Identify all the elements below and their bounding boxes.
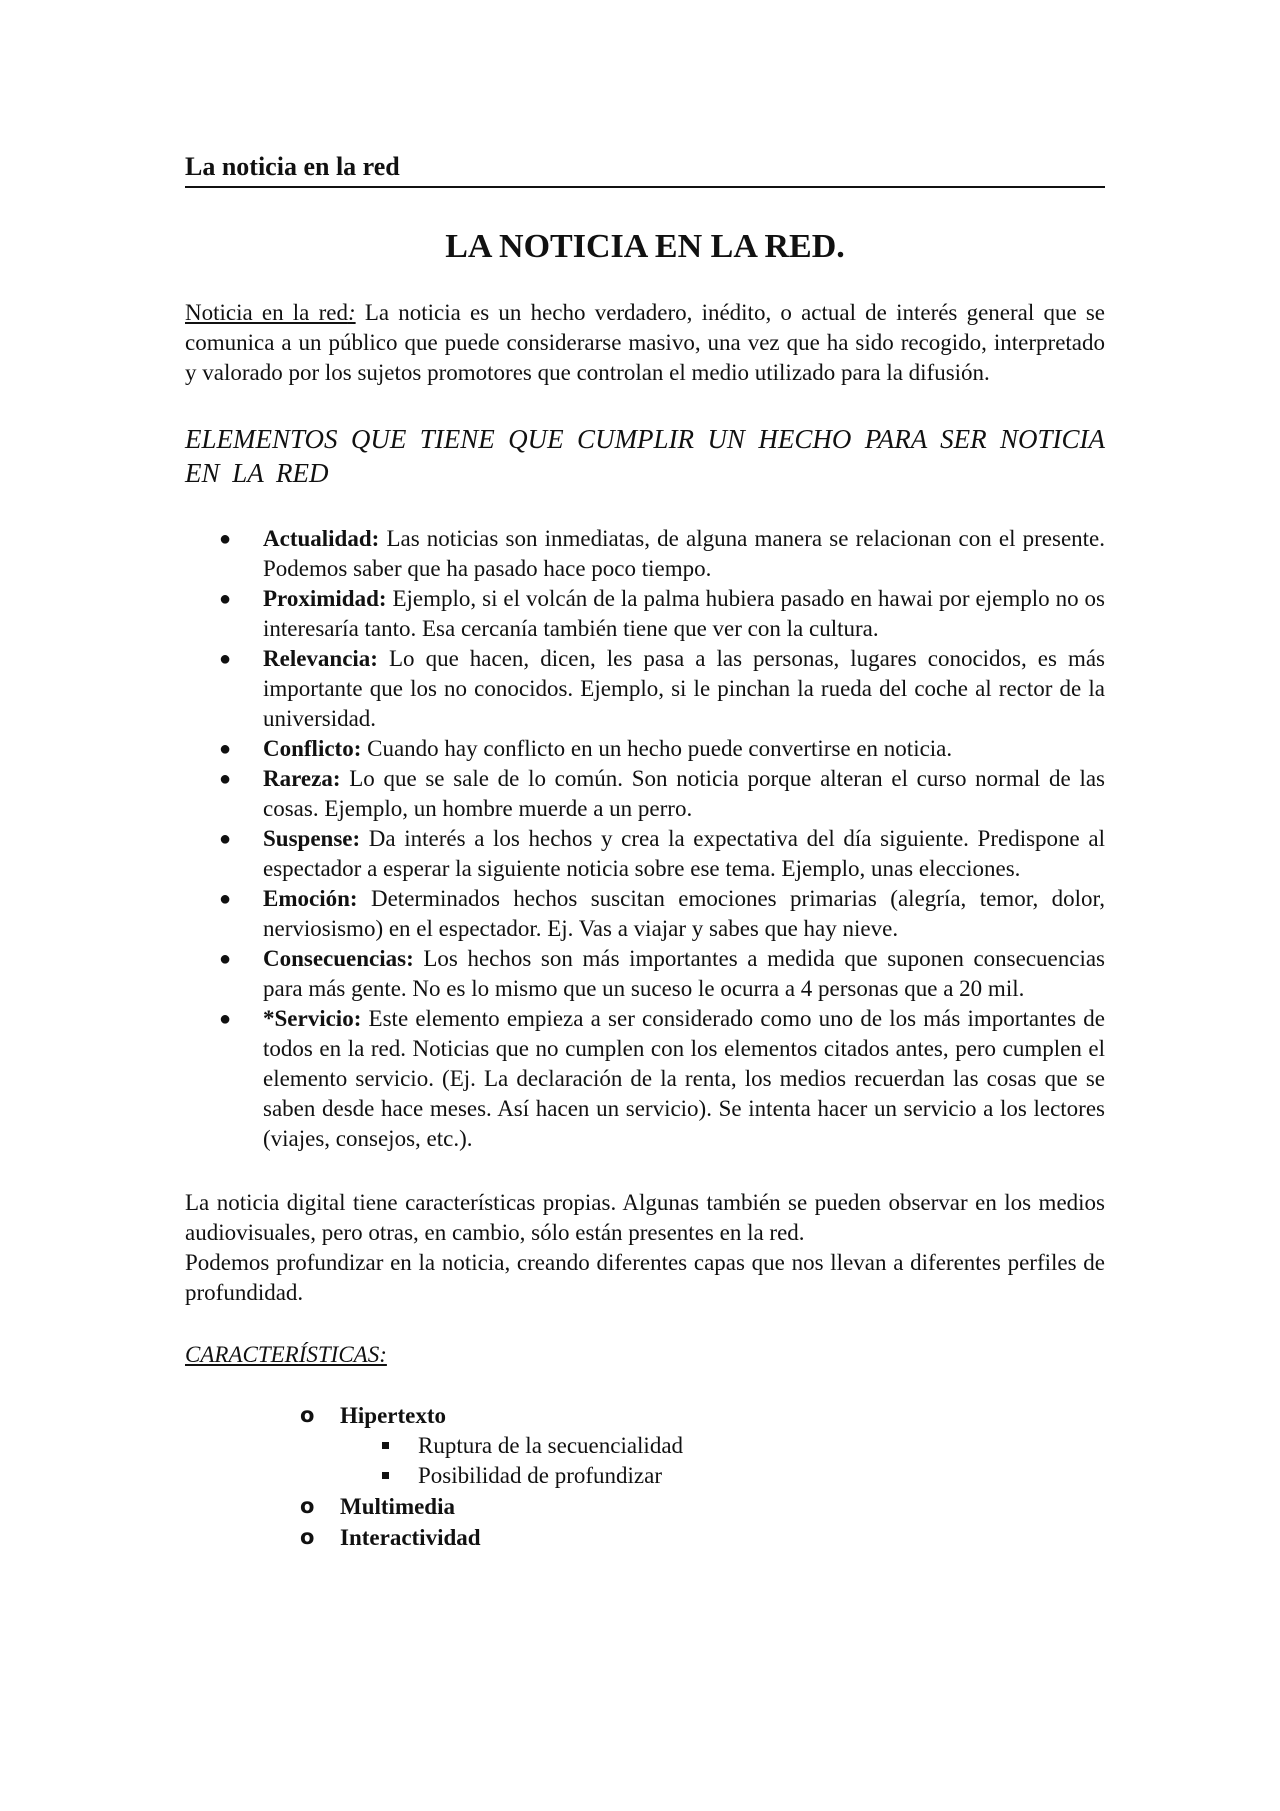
list-item	[185, 944, 1105, 1004]
subitem-label: Ruptura de la secuencialidad	[418, 1433, 684, 1458]
item-term: Actualidad:	[263, 526, 380, 551]
document-page	[185, 150, 1105, 1553]
body-paragraph: Podemos profundizar en la noticia, creando diferentes capas que nos llevan a diferentes perfiles de profundidad.	[185, 1250, 1105, 1305]
list-item	[185, 524, 1105, 584]
square-bullet-icon	[382, 1472, 389, 1479]
bullet-icon: ●	[219, 588, 232, 610]
characteristic-label: Hipertexto	[340, 1403, 447, 1428]
item-text: Este elemento empieza a ser considerado como uno de los más importantes de todos en la red. Noticias que no cumplen con los elementos citados antes, pero cumplen el elemento servicio. (Ej. La declaración de la renta, los medios recuerdan las cosas que se saben desde hace meses. Así hacen un servicio). Se intenta hacer un servicio a los lectores (viajes, consejos, etc.).	[263, 1006, 1105, 1151]
intro-lead-label: Noticia en la red:	[185, 300, 356, 325]
bullet-icon: ●	[219, 948, 232, 970]
square-bullet-icon	[382, 1442, 389, 1449]
list-item	[185, 734, 1105, 764]
item-text: Lo que hacen, dicen, les pasa a las personas, lugares conocidos, es más importante que los no conocidos. Ejemplo, si le pinchan la rueda del coche al rector de la universidad.	[263, 646, 1105, 731]
list-item	[185, 884, 1105, 944]
circle-bullet-icon: o	[300, 1494, 315, 1518]
characteristic-item	[185, 1400, 1105, 1491]
item-text: Lo que se sale de lo común. Son noticia porque alteran el curso normal de las cosas. Ejemplo, un hombre muerde a un perro.	[263, 766, 1105, 821]
bullet-icon: ●	[219, 888, 232, 910]
item-term: Emoción:	[263, 886, 358, 911]
running-header: La noticia en la red	[185, 150, 1105, 188]
document-title: LA NOTICIA EN LA RED.	[445, 228, 845, 265]
list-item	[185, 1004, 1105, 1154]
bullet-icon: ●	[219, 768, 232, 790]
list-item	[185, 764, 1105, 824]
subitem	[340, 1431, 1105, 1461]
item-term: Rareza:	[263, 766, 341, 791]
item-text: Determinados hechos suscitan emociones primarias (alegría, temor, dolor, nerviosismo) en el espectador. Ej. Vas a viajar y sabes que hay nieve.	[263, 886, 1105, 941]
subitem-label: Posibilidad de profundizar	[418, 1463, 663, 1488]
list-item	[185, 584, 1105, 644]
bullet-icon: ●	[219, 1008, 232, 1030]
item-text: Cuando hay conflicto en un hecho puede convertirse en noticia.	[361, 736, 953, 761]
item-term: Consecuencias:	[263, 946, 414, 971]
elements-list	[185, 524, 1105, 1154]
item-term: *Servicio:	[263, 1006, 362, 1031]
body-paragraph: La noticia digital tiene características propias. Algunas también se pueden observar en los medios audiovisuales, pero otras, en cambio, sólo están presentes en la red.	[185, 1190, 1105, 1245]
item-term: Proximidad:	[263, 586, 387, 611]
item-text: Da interés a los hechos y crea la expectativa del día siguiente. Predispone al espectador a esperar la siguiente noticia sobre ese tema. Ejemplo, unas elecciones.	[263, 826, 1105, 881]
subitem	[340, 1461, 1105, 1491]
characteristic-subitems	[340, 1431, 1105, 1491]
intro-paragraph	[185, 298, 1105, 388]
circle-bullet-icon: o	[300, 1403, 315, 1427]
characteristic-label: Interactividad	[340, 1525, 481, 1550]
item-term: Suspense:	[263, 826, 361, 851]
item-text: Ejemplo, si el volcán de la palma hubiera pasado en hawai por ejemplo no os interesaría tanto. Esa cercanía también tiene que ver con la cultura.	[263, 586, 1105, 641]
elements-heading: ELEMENTOS QUE TIENE QUE CUMPLIR UN HECHO PARA SER NOTICIA EN LA RED	[185, 424, 1105, 488]
body-paragraphs	[185, 1188, 1105, 1308]
bullet-icon: ●	[219, 828, 232, 850]
list-item	[185, 644, 1105, 734]
item-term: Conflicto:	[263, 736, 362, 761]
characteristic-item	[185, 1522, 1105, 1553]
characteristics-list	[185, 1400, 1105, 1553]
characteristics-heading: CARACTERÍSTICAS:	[185, 1342, 387, 1367]
intro-text: La noticia es un hecho verdadero, inédito, o actual de interés general que se comunica a un público que puede considerarse masivo, una vez que ha sido recogido, interpretado y valorado por los sujetos promotores que controlan el medio utilizado para la difusión.	[185, 300, 1105, 385]
item-term: Relevancia:	[263, 646, 378, 671]
characteristic-label: Multimedia	[340, 1494, 455, 1519]
circle-bullet-icon: o	[300, 1525, 315, 1549]
bullet-icon: ●	[219, 648, 232, 670]
item-text: Las noticias son inmediatas, de alguna manera se relacionan con el presente. Podemos saber que ha pasado hace poco tiempo.	[263, 526, 1105, 581]
item-text: Los hechos son más importantes a medida que suponen consecuencias para más gente. No es lo mismo que un suceso le ocurra a 4 personas que a 20 mil.	[263, 946, 1105, 1001]
list-item	[185, 824, 1105, 884]
bullet-icon: ●	[219, 738, 232, 760]
characteristic-item	[185, 1491, 1105, 1522]
bullet-icon: ●	[219, 528, 232, 550]
